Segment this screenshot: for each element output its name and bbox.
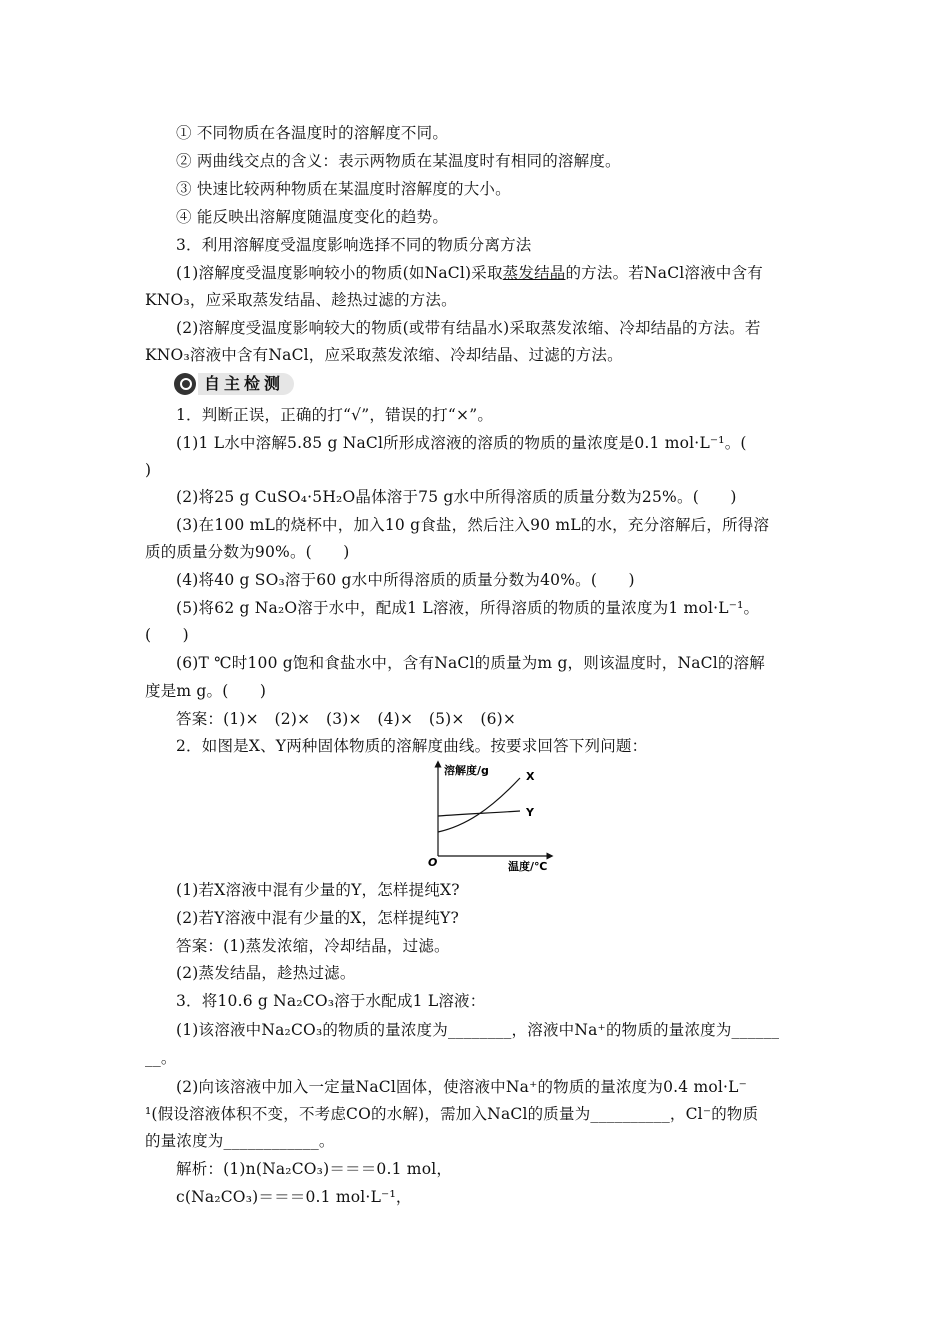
text-line: ¹(假设溶液体积不变，不考虑CO的水解)，需加入NaCl的质量为__________，Cl⁻的物质 <box>145 1105 759 1123</box>
curve-x-label: X <box>526 770 535 783</box>
question-heading: 1．判断正误，正确的打“√”，错误的打“×”。 <box>176 406 494 424</box>
text-span: (1)溶解度受温度影响较小的物质(如NaCl)采取 <box>176 264 503 282</box>
magnifier-icon <box>174 373 196 395</box>
question-heading: 2．如图是X、Y两种固体物质的溶解度曲线。按要求回答下列问题： <box>176 737 648 755</box>
question-item: (2)若Y溶液中混有少量的X，怎样提纯Y? <box>176 909 459 927</box>
analysis-line: 解析：(1)n(Na₂CO₃)＝＝＝0.1 mol， <box>176 1160 453 1178</box>
section-heading: 3．利用溶解度受温度影响选择不同的物质分离方法 <box>176 236 532 254</box>
text-line: __。 <box>145 1049 177 1067</box>
question-item: (3)在100 mL的烧杯中，加入10 g食盐，然后注入90 mL的水，充分溶解后，所得溶 <box>176 516 770 534</box>
y-axis-label: 溶解度/g <box>444 764 489 777</box>
text-line: 的量浓度为____________。 <box>145 1132 335 1150</box>
question-item: (6)T ℃时100 g饱和食盐水中，含有NaCl的质量为m g，则该温度时，NaCl的溶解 <box>176 654 765 672</box>
question-item: (4)将40 g SO₃溶于60 g水中所得溶质的质量分数为40%。( ) <box>176 571 635 589</box>
curve-y-label: Y <box>526 806 534 819</box>
x-axis-label: 温度/℃ <box>508 860 548 873</box>
curve-x <box>438 778 520 832</box>
text-line: 质的质量分数为90%。( ) <box>145 543 350 561</box>
text-line: 度是m g。( ) <box>145 682 267 700</box>
analysis-line: c(Na₂CO₃)＝＝＝0.1 mol·L⁻¹， <box>176 1188 412 1206</box>
text-line: KNO₃，应采取蒸发结晶、趁热过滤的方法。 <box>145 291 457 309</box>
answer-line: 答案：(1)蒸发浓缩，冷却结晶，过滤。 <box>176 937 450 955</box>
text-line: ( ) <box>145 626 189 644</box>
text-line: ④ 能反映出溶解度随温度变化的趋势。 <box>176 208 449 226</box>
curve-y <box>438 811 520 816</box>
solubility-curve-figure <box>420 760 560 875</box>
text-line: ) <box>145 461 152 479</box>
question-item: (1)该溶液中Na₂CO₃的物质的量浓度为________，溶液中Na⁺的物质的量浓度为______ <box>176 1021 780 1039</box>
question-item: (2)向该溶液中加入一定量NaCl固体，使溶液中Na⁺的物质的量浓度为0.4 mol·L⁻ <box>176 1078 748 1096</box>
self-check-banner <box>174 372 294 396</box>
answer-line: (2)蒸发结晶，趁热过滤。 <box>176 964 356 982</box>
text-span: 的方法。若NaCl溶液中含有 <box>565 264 763 282</box>
question-item: (2)将25 g CuSO₄·5H₂O晶体溶于75 g水中所得溶质的质量分数为25%。( ) <box>176 488 737 506</box>
question-item: (5)将62 g Na₂O溶于水中，配成1 L溶液，所得溶质的物质的量浓度为1 mol·L⁻¹。 <box>176 599 760 617</box>
origin-label: O <box>428 856 438 869</box>
underlined-term: 蒸发结晶 <box>502 264 566 282</box>
question-item: (1)1 L水中溶解5.85 g NaCl所形成溶液的溶质的物质的量浓度是0.1 mol·L⁻¹。( <box>176 434 747 452</box>
text-line: ② 两曲线交点的含义：表示两物质在某温度时有相同的溶解度。 <box>176 152 621 170</box>
text-line: (2)溶解度受温度影响较大的物质(或带有结晶水)采取蒸发浓缩、冷却结晶的方法。若 <box>176 319 761 337</box>
question-heading: 3．将10.6 g Na₂CO₃溶于水配成1 L溶液： <box>176 992 486 1010</box>
text-line <box>176 263 763 283</box>
text-line: ③ 快速比较两种物质在某温度时溶解度的大小。 <box>176 180 511 198</box>
answer-line: 答案：(1)× (2)× (3)× (4)× (5)× (6)× <box>176 710 517 728</box>
text-line: ① 不同物质在各温度时的溶解度不同。 <box>176 124 449 142</box>
question-item: (1)若X溶液中混有少量的Y，怎样提纯X? <box>176 881 460 899</box>
banner-title: 自主检测 <box>198 373 294 395</box>
text-line: KNO₃溶液中含有NaCl，应采取蒸发浓缩、冷却结晶、过滤的方法。 <box>145 346 623 364</box>
